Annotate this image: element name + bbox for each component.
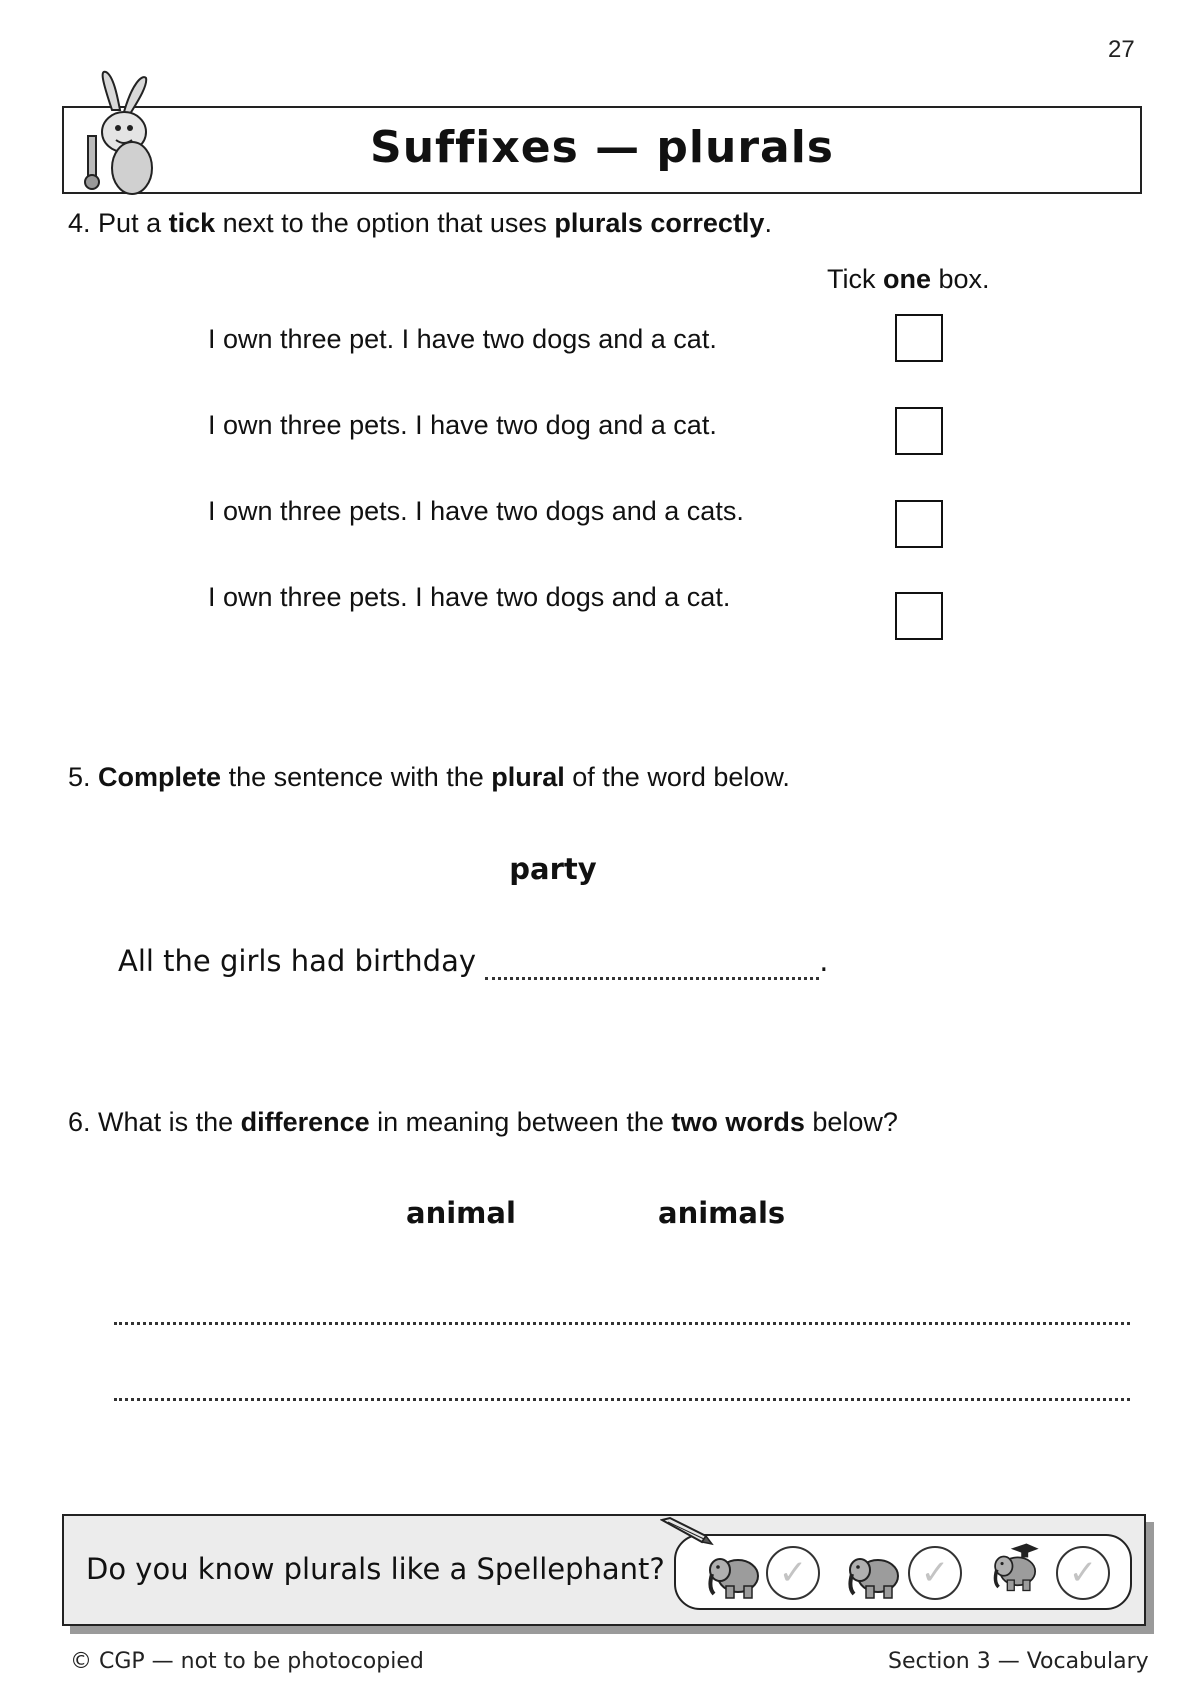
q5-sentence-text: All the girls had birthday [118, 944, 477, 978]
section-label: Section 3 — Vocabulary [888, 1649, 1149, 1674]
q5-answer-input[interactable] [485, 949, 819, 980]
confidence-tick-1[interactable]: ✓ [766, 1546, 820, 1600]
q4-text-2: tick [168, 208, 216, 238]
q6-text-5: below? [804, 1107, 898, 1137]
q6-prompt [68, 1107, 898, 1138]
q6-text-2: difference [240, 1107, 370, 1137]
q5-text-2: the sentence with the [221, 762, 492, 792]
pencil-icon [660, 1516, 714, 1546]
q6-number: 6. [68, 1107, 91, 1137]
q6-word-1: animal [406, 1196, 516, 1230]
rabbit-mascot-icon [72, 70, 162, 198]
q6-text-1: What is the [98, 1107, 241, 1137]
q4-prompt [68, 208, 772, 239]
option-1-text: I own three pet. I have two dogs and a cat. [208, 324, 717, 354]
option-3-tick-box[interactable] [895, 500, 943, 548]
q5-text-4: of the word below. [564, 762, 790, 792]
option-4-tick-box[interactable] [895, 592, 943, 640]
option-2-tick-box[interactable] [895, 407, 943, 455]
page-number: 27 [1108, 36, 1135, 63]
confidence-tick-3[interactable]: ✓ [1056, 1546, 1110, 1600]
self-assessment-question: Do you know plurals like a Spellephant? [86, 1552, 665, 1586]
q4-text-3: next to the option that uses [215, 208, 555, 238]
tick-hint-2: one [883, 264, 932, 294]
option-3-text: I own three pets. I have two dogs and a cats. [208, 496, 744, 526]
q5-text-1: Complete [98, 762, 222, 792]
q4-text-4: plurals correctly [554, 208, 765, 238]
q6-text-4: two words [671, 1107, 805, 1137]
tick-hint-3: box. [931, 264, 990, 294]
option-2-text: I own three pets. I have two dog and a cat. [208, 410, 717, 440]
option-1-tick-box[interactable] [895, 314, 943, 362]
title-box [62, 106, 1142, 194]
q6-answer-line-2[interactable] [114, 1366, 1130, 1401]
q5-keyword: party [509, 852, 597, 886]
q4-text-5: . [764, 208, 772, 238]
q4-number: 4. [68, 208, 91, 238]
tick-hint-1: Tick [827, 264, 883, 294]
elephant-icon [706, 1548, 762, 1602]
elephant-graduate-icon [988, 1540, 1044, 1594]
q4-text-1: Put a [98, 208, 169, 238]
option-4-text: I own three pets. I have two dogs and a cat. [208, 582, 731, 612]
copyright-notice: © CGP — not to be photocopied [70, 1649, 424, 1674]
confidence-tick-2[interactable]: ✓ [908, 1546, 962, 1600]
q5-sentence [118, 944, 828, 980]
tick-one-hint [827, 264, 990, 295]
q5-text-3: plural [491, 762, 565, 792]
q6-answer-line-1[interactable] [114, 1290, 1130, 1325]
elephant-icon [846, 1548, 902, 1602]
q6-word-2: animals [658, 1196, 786, 1230]
q5-sentence-end: . [819, 944, 829, 978]
page-title: Suffixes — plurals [370, 122, 834, 173]
q5-prompt [68, 762, 790, 793]
q5-number: 5. [68, 762, 91, 792]
q6-text-3: in meaning between the [369, 1107, 672, 1137]
